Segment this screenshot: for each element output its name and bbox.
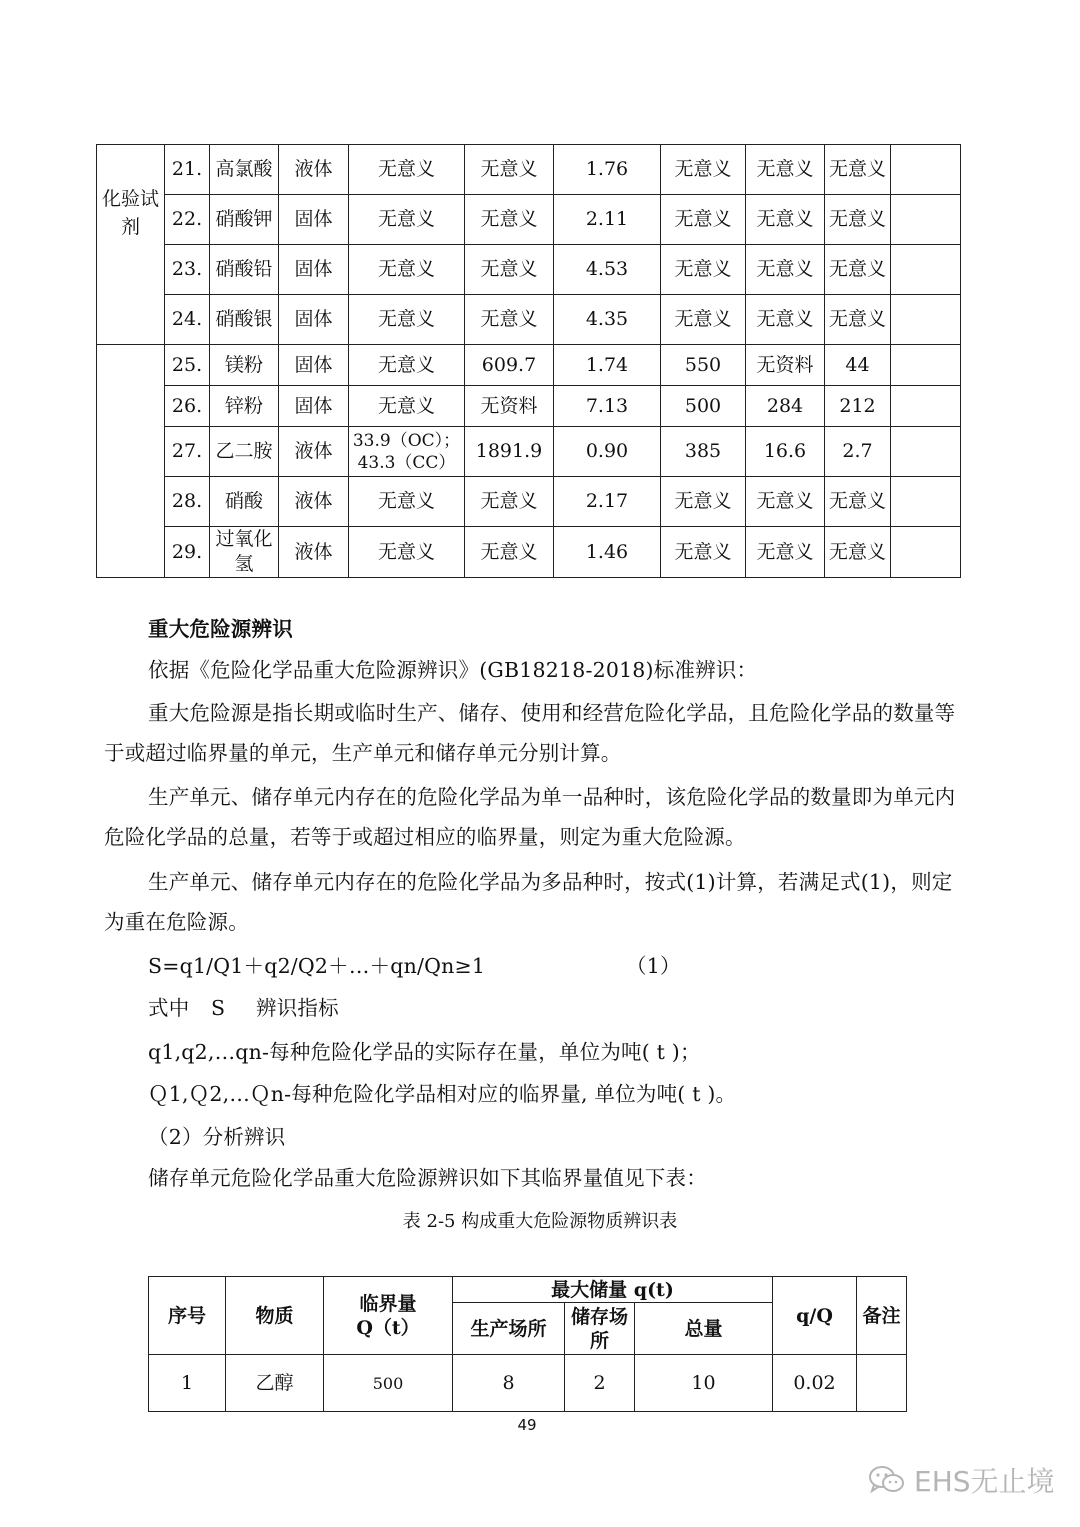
cell-state: 液体 [279,477,349,527]
cell-c4: 500 [661,386,746,427]
cell-ratio: 0.02 [773,1355,857,1412]
cell-no: 28. [165,477,210,527]
cell-c7 [891,427,961,477]
standard-reference: 依据《危险化学品重大危险源辨识》(GB18218-2018)标准辨识： [148,658,758,682]
formula: S=q1/Q1＋q2/Q2＋…＋qn/Qn≥1 [148,954,486,978]
table-row [97,477,961,527]
cell-c2: 无意义 [465,245,554,295]
where-symbol: S [211,996,226,1020]
cell-c2: 无意义 [465,195,554,245]
cell-seq: 1 [149,1355,226,1412]
header-ratio: q/Q [773,1277,857,1355]
cell-c7 [891,195,961,245]
table-row [97,195,961,245]
cell-no: 25. [165,345,210,386]
watermark [868,1460,1055,1500]
cell-state: 固体 [279,386,349,427]
multi-substance-paragraph: 生产单元、储存单元内存在的危险化学品为多品种时，按式(1)计算，若满足式(1)，则定为重在危险源。 [104,870,953,934]
definition-paragraph: 重大危险源是指长期或临时生产、储存、使用和经营危险化学品，且危险化学品的数量等于或超过临界量的单元，生产单元和储存单元分别计算。 [104,701,956,765]
subsection-title: （2）分析辨识 [148,1125,286,1149]
cell-name: 乙二胺 [210,427,279,477]
where-label: 式中 [148,996,190,1020]
cell-state: 固体 [279,245,349,295]
cell-name: 硝酸 [210,477,279,527]
cell-c6: 无意义 [825,195,891,245]
table-row [97,345,961,386]
single-substance-paragraph: 生产单元、储存单元内存在的危险化学品为单一品种时，该危险化学品的数量即为单元内危险化学品的总量，若等于或超过相应的临界量，则定为重大危险源。 [104,785,956,849]
cell-c5: 无意义 [746,527,825,578]
cell-state: 液体 [279,427,349,477]
cell-state: 固体 [279,345,349,386]
q-definition: q1,q2,…qn-每种危险化学品的实际存在量，单位为吨( t )； [148,1040,701,1064]
cell-name: 过氧化氢 [210,527,279,578]
formula-number: （1） [626,954,681,978]
table-row [97,427,961,477]
cell-critical: 500 [324,1355,453,1412]
cell-c5: 无意义 [746,195,825,245]
cell-c2: 无意义 [465,145,554,195]
cell-state: 液体 [279,527,349,578]
cell-c6: 2.7 [825,427,891,477]
cell-c5: 无资料 [746,345,825,386]
category-cell: 化验试剂 [97,145,165,345]
cell-c7 [891,527,961,578]
cell-c6: 212 [825,386,891,427]
cell-c3: 4.53 [554,245,661,295]
header-seq: 序号 [149,1277,226,1355]
header-storage: 储存场所 [565,1303,635,1355]
cell-c4: 无意义 [661,195,746,245]
page-number: 49 [517,1416,537,1434]
cell-c3: 1.46 [554,527,661,578]
cell-c3: 1.76 [554,145,661,195]
cell-c6: 无意义 [825,245,891,295]
cell-c3: 1.74 [554,345,661,386]
header-production: 生产场所 [453,1303,565,1355]
cell-c7 [891,345,961,386]
cell-name: 锌粉 [210,386,279,427]
cell-c6: 44 [825,345,891,386]
cell-c1: 无意义 [349,386,465,427]
cell-c6: 无意义 [825,477,891,527]
cell-state: 固体 [279,295,349,345]
cell-c6: 无意义 [825,295,891,345]
cell-c1: 无意义 [349,145,465,195]
cell-c3: 2.11 [554,195,661,245]
cell-c1: 无意义 [349,195,465,245]
table-caption: 表 2-5 构成重大危险源物质辨识表 [402,1211,678,1232]
cell-c4: 无意义 [661,245,746,295]
cell-c3: 4.35 [554,295,661,345]
cell-c1: 无意义 [349,295,465,345]
wechat-icon [868,1464,906,1496]
category-cell-continued [97,345,165,578]
cell-c3: 7.13 [554,386,661,427]
cell-c4: 无意义 [661,145,746,195]
cell-no: 26. [165,386,210,427]
cell-c6: 无意义 [825,527,891,578]
cell-c4: 无意义 [661,527,746,578]
cell-no: 27. [165,427,210,477]
cell-remark [857,1355,907,1412]
cell-production: 8 [453,1355,565,1412]
header-critical-line2: Q（t） [356,1316,420,1339]
cell-storage: 2 [565,1355,635,1412]
cell-no: 24. [165,295,210,345]
cell-substance: 乙醇 [226,1355,324,1412]
cell-state: 固体 [279,195,349,245]
cell-c5: 无意义 [746,295,825,345]
table-row [97,245,961,295]
header-total: 总量 [635,1303,773,1355]
cell-no: 22. [165,195,210,245]
cell-c2: 无资料 [465,386,554,427]
Q-definition: Ｑ1,Ｑ2,…Ｑn-每种危险化学品相对应的临界量, 单位为吨( t )。 [148,1082,737,1106]
cell-c5: 无意义 [746,477,825,527]
cell-c1: 无意义 [349,345,465,386]
cell-c2: 609.7 [465,345,554,386]
cell-no: 23. [165,245,210,295]
cell-name: 高氯酸 [210,145,279,195]
cell-c4: 无意义 [661,295,746,345]
cell-name: 镁粉 [210,345,279,386]
where-description: 辨识指标 [256,996,339,1020]
cell-c6: 无意义 [825,145,891,195]
cell-name: 硝酸钾 [210,195,279,245]
header-max-storage: 最大储量 q(t) [453,1277,773,1303]
cell-state: 液体 [279,145,349,195]
cell-no: 29. [165,527,210,578]
cell-c7 [891,245,961,295]
cell-c2: 无意义 [465,477,554,527]
table-row [97,295,961,345]
cell-c4: 550 [661,345,746,386]
cell-name: 硝酸银 [210,295,279,345]
cell-c2: 无意义 [465,527,554,578]
cell-c7 [891,295,961,345]
table-row [97,386,961,427]
cell-c5: 无意义 [746,145,825,195]
header-critical-line1: 临界量 [359,1292,417,1315]
table-intro: 储存单元危险化学品重大危险源辨识如下其临界量值见下表： [148,1166,707,1190]
cell-c4: 无意义 [661,477,746,527]
cell-c7 [891,477,961,527]
cell-no: 21. [165,145,210,195]
cell-c7 [891,145,961,195]
hazard-identification-table [148,1276,907,1412]
cell-c2: 1891.9 [465,427,554,477]
table-row [97,527,961,578]
cell-c1: 无意义 [349,477,465,527]
cell-c4: 385 [661,427,746,477]
table-row [149,1355,907,1412]
cell-c3: 0.90 [554,427,661,477]
cell-c5: 16.6 [746,427,825,477]
header-critical [324,1277,453,1355]
cell-c1: 33.9（OC）；43.3（CC） [349,427,465,477]
cell-c3: 2.17 [554,477,661,527]
cell-c5: 284 [746,386,825,427]
cell-name: 硝酸铅 [210,245,279,295]
cell-c2: 无意义 [465,295,554,345]
cell-c5: 无意义 [746,245,825,295]
table-row [97,145,961,195]
watermark-text: EHS无止境 [914,1465,1055,1498]
cell-c1: 无意义 [349,527,465,578]
cell-total: 10 [635,1355,773,1412]
reagent-properties-table [96,144,961,578]
header-remark: 备注 [857,1277,907,1355]
cell-c7 [891,386,961,427]
cell-c1: 无意义 [349,245,465,295]
section-heading: 重大危险源辨识 [148,617,293,641]
header-substance: 物质 [226,1277,324,1355]
